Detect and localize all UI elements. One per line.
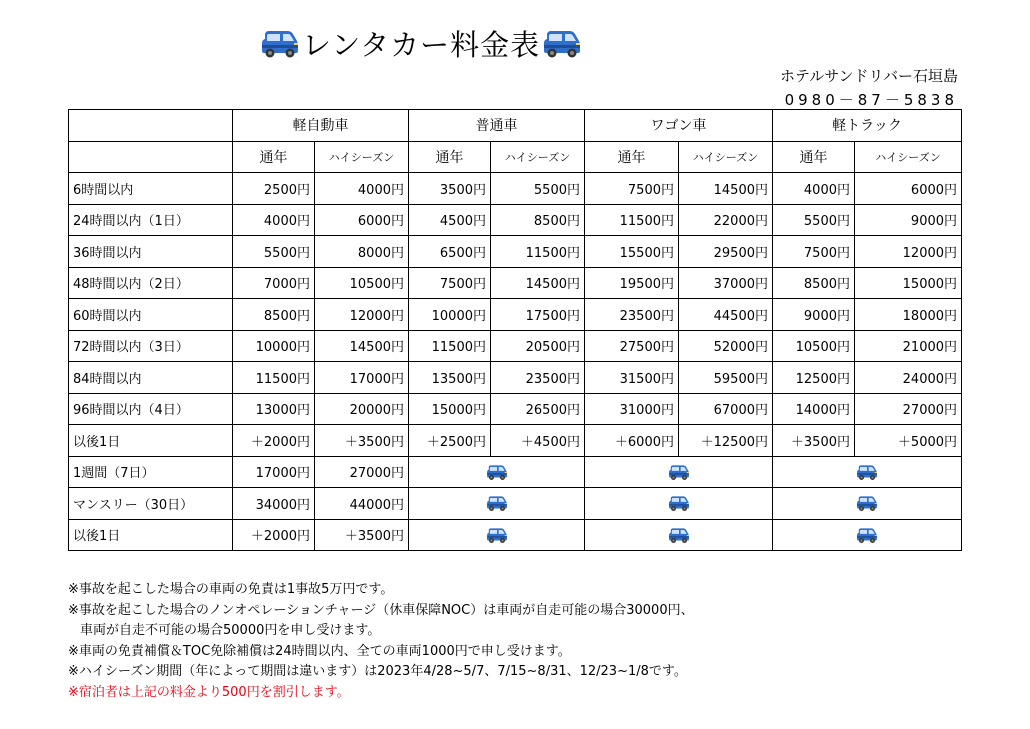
not-available-cell: [409, 488, 585, 520]
price-cell: 19500円: [585, 267, 679, 299]
price-cell: 7500円: [409, 267, 491, 299]
price-cell: 23500円: [491, 362, 585, 394]
sub-header-regular: 通年: [773, 141, 855, 173]
price-cell: 17500円: [491, 299, 585, 331]
not-available-cell: [773, 488, 962, 520]
price-cell: 29500円: [679, 236, 773, 268]
page-title: [258, 22, 584, 64]
sub-header-high: ハイシーズン: [679, 141, 773, 173]
row-label: 84時間以内: [69, 362, 233, 394]
row-label: 1週間（7日）: [69, 456, 233, 488]
notes-section: [68, 580, 694, 703]
blue-car-icon: [486, 462, 508, 482]
price-cell: 3500円: [409, 173, 491, 205]
price-cell: 6000円: [315, 204, 409, 236]
price-cell: 14500円: [679, 173, 773, 205]
price-cell: ＋2000円: [233, 425, 315, 457]
note-line: ※事故を起こした場合の車両の免責は1事故5万円です。: [68, 582, 394, 597]
price-cell: 6000円: [855, 173, 962, 205]
price-cell: ＋12500円: [679, 425, 773, 457]
row-label: 24時間以内（1日）: [69, 204, 233, 236]
table-row: [69, 519, 962, 551]
price-cell: 15000円: [409, 393, 491, 425]
price-cell: 5500円: [491, 173, 585, 205]
price-cell: 8500円: [773, 267, 855, 299]
price-cell: 34000円: [233, 488, 315, 520]
table-row: [69, 362, 962, 394]
blue-car-icon: [668, 493, 690, 513]
price-cell: 18000円: [855, 299, 962, 331]
price-cell: 6500円: [409, 236, 491, 268]
note-line: 車両が自走不可能の場合50000円を申し受けます。: [80, 623, 381, 638]
row-label: マンスリー（30日）: [69, 488, 233, 520]
table-row: [69, 236, 962, 268]
price-cell: 7500円: [585, 173, 679, 205]
blue-car-icon: [260, 25, 300, 61]
price-cell: 44500円: [679, 299, 773, 331]
hotel-phone: 0980－87－5838: [784, 91, 958, 109]
sub-header-regular: 通年: [233, 141, 315, 173]
not-available-cell: [773, 456, 962, 488]
price-cell: 21000円: [855, 330, 962, 362]
price-cell: 10500円: [773, 330, 855, 362]
price-cell: 4500円: [409, 204, 491, 236]
price-cell: 8000円: [315, 236, 409, 268]
sub-header-row: [69, 141, 962, 173]
price-cell: ＋3500円: [773, 425, 855, 457]
price-cell: 12500円: [773, 362, 855, 394]
price-cell: 14000円: [773, 393, 855, 425]
price-cell: 23500円: [585, 299, 679, 331]
sub-header-high: ハイシーズン: [491, 141, 585, 173]
price-cell: 9000円: [855, 204, 962, 236]
price-cell: 4000円: [233, 204, 315, 236]
corner-cell: [69, 141, 233, 173]
sub-header-regular: 通年: [585, 141, 679, 173]
price-cell: 12000円: [855, 236, 962, 268]
price-cell: 15500円: [585, 236, 679, 268]
price-cell: 9000円: [773, 299, 855, 331]
price-cell: 12000円: [315, 299, 409, 331]
price-cell: 27000円: [855, 393, 962, 425]
blue-car-icon: [668, 525, 690, 545]
price-cell: 24000円: [855, 362, 962, 394]
group-header-truck: 軽トラック: [773, 110, 962, 142]
table-row: [69, 488, 962, 520]
table-row: [69, 267, 962, 299]
price-cell: 11500円: [233, 362, 315, 394]
table-row: [69, 330, 962, 362]
price-cell: 11500円: [585, 204, 679, 236]
note-line: ※事故を起こした場合のノンオペレーションチャージ（休車保障NOC）は車両が自走可能の場合30000円、: [68, 602, 694, 618]
table-row: [69, 425, 962, 457]
price-cell: 44000円: [315, 488, 409, 520]
price-cell: 52000円: [679, 330, 773, 362]
group-header-row: [69, 110, 962, 142]
row-label: 96時間以内（4日）: [69, 393, 233, 425]
row-label: 6時間以内: [69, 173, 233, 205]
table-row: [69, 393, 962, 425]
price-cell: ＋6000円: [585, 425, 679, 457]
price-cell: 7000円: [233, 267, 315, 299]
price-cell: 67000円: [679, 393, 773, 425]
price-cell: ＋3500円: [315, 425, 409, 457]
row-label: 以後1日: [69, 425, 233, 457]
not-available-cell: [585, 488, 773, 520]
price-cell: 22000円: [679, 204, 773, 236]
price-cell: ＋3500円: [315, 519, 409, 551]
price-cell: 13500円: [409, 362, 491, 394]
sub-header-high: ハイシーズン: [855, 141, 962, 173]
price-cell: 10000円: [233, 330, 315, 362]
blue-car-icon: [856, 462, 878, 482]
price-cell: 4000円: [315, 173, 409, 205]
hotel-name: ホテルサンドリバー石垣島: [779, 67, 958, 85]
price-cell: 5500円: [773, 204, 855, 236]
group-header-futsu: 普通車: [409, 110, 585, 142]
price-cell: ＋4500円: [491, 425, 585, 457]
blue-car-icon: [668, 462, 690, 482]
sub-header-regular: 通年: [409, 141, 491, 173]
price-cell: 8500円: [233, 299, 315, 331]
price-cell: 37000円: [679, 267, 773, 299]
price-cell: ＋2500円: [409, 425, 491, 457]
price-cell: 5500円: [233, 236, 315, 268]
table-row: [69, 299, 962, 331]
blue-car-icon: [856, 525, 878, 545]
not-available-cell: [773, 519, 962, 551]
price-cell: 14500円: [315, 330, 409, 362]
price-cell: 27000円: [315, 456, 409, 488]
group-header-kei: 軽自動車: [233, 110, 409, 142]
price-cell: 20500円: [491, 330, 585, 362]
price-cell: 2500円: [233, 173, 315, 205]
price-cell: 20000円: [315, 393, 409, 425]
price-cell: 27500円: [585, 330, 679, 362]
table-row: [69, 204, 962, 236]
not-available-cell: [409, 456, 585, 488]
table-row: [69, 456, 962, 488]
not-available-cell: [409, 519, 585, 551]
note-line: ※車両の免責補償＆TOC免除補償は24時間以内、全ての車両1000円で申し受けます。: [68, 643, 571, 659]
blue-car-icon: [856, 493, 878, 513]
blue-car-icon: [486, 493, 508, 513]
price-cell: 7500円: [773, 236, 855, 268]
note-line: ※ハイシーズン期間（年によって期間は違います）は2023年4/28~5/7、7/15~8/31、12/23~1/8です。: [68, 664, 687, 679]
corner-cell: [69, 110, 233, 142]
price-cell: 17000円: [233, 456, 315, 488]
price-cell: 31500円: [585, 362, 679, 394]
price-cell: 31000円: [585, 393, 679, 425]
price-cell: 59500円: [679, 362, 773, 394]
price-cell: ＋2000円: [233, 519, 315, 551]
group-header-wagon: ワゴン車: [585, 110, 773, 142]
table-row: [69, 173, 962, 205]
price-cell: ＋5000円: [855, 425, 962, 457]
not-available-cell: [585, 456, 773, 488]
price-cell: 14500円: [491, 267, 585, 299]
price-cell: 11500円: [409, 330, 491, 362]
price-cell: 8500円: [491, 204, 585, 236]
note-line-discount: ※宿泊者は上記の料金より500円を割引します。: [68, 684, 350, 700]
blue-car-icon: [486, 525, 508, 545]
title-text: レンタカー料金表: [302, 27, 541, 62]
row-label: 以後1日: [69, 519, 233, 551]
row-label: 48時間以内（2日）: [69, 267, 233, 299]
price-cell: 10500円: [315, 267, 409, 299]
rate-table: [68, 109, 962, 551]
price-cell: 17000円: [315, 362, 409, 394]
price-cell: 11500円: [491, 236, 585, 268]
price-cell: 4000円: [773, 173, 855, 205]
price-cell: 13000円: [233, 393, 315, 425]
not-available-cell: [585, 519, 773, 551]
row-label: 72時間以内（3日）: [69, 330, 233, 362]
row-label: 36時間以内: [69, 236, 233, 268]
price-cell: 26500円: [491, 393, 585, 425]
hotel-info: [780, 64, 958, 112]
row-label: 60時間以内: [69, 299, 233, 331]
sub-header-high: ハイシーズン: [315, 141, 409, 173]
price-cell: 10000円: [409, 299, 491, 331]
price-cell: 15000円: [855, 267, 962, 299]
blue-car-icon: [542, 25, 582, 61]
